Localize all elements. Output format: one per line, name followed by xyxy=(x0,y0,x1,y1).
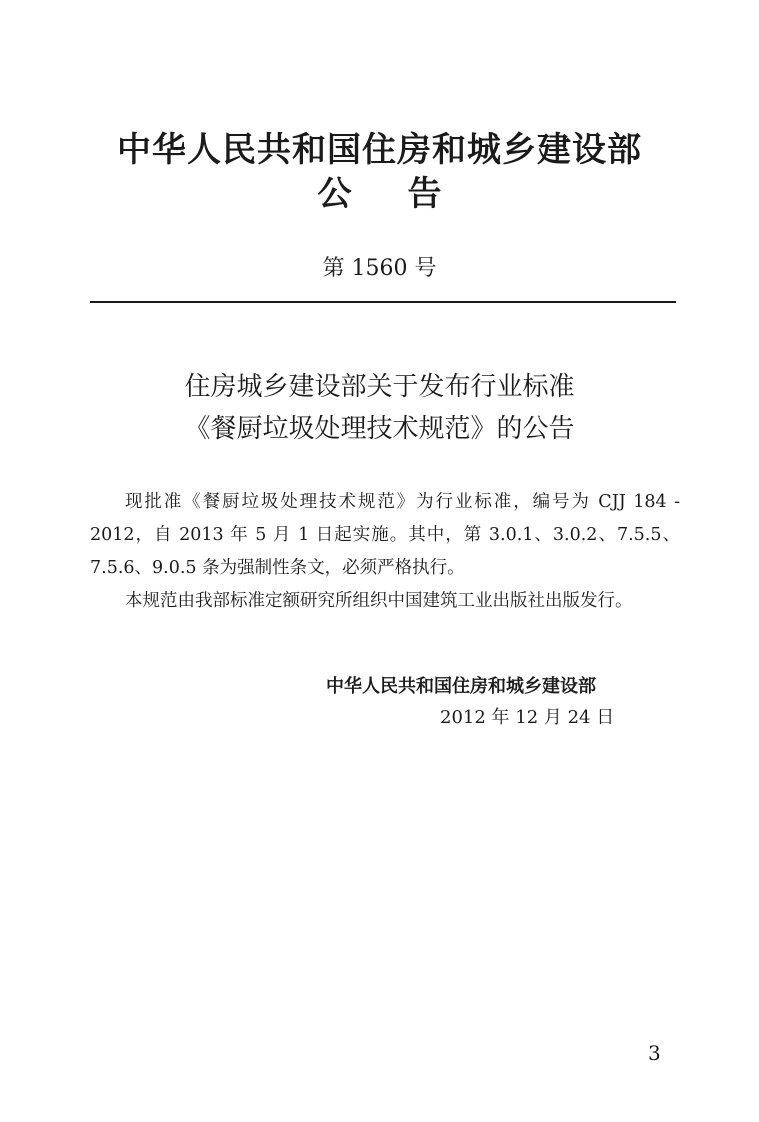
signature-date: 2012 年 12 月 24 日 xyxy=(440,707,615,728)
header-divider xyxy=(90,301,676,303)
signature-issuer: 中华人民共和国住房和城乡建设部 xyxy=(326,676,596,697)
issuer-title: 中华人民共和国住房和城乡建设部 xyxy=(117,130,642,170)
notice-heading: 公告 xyxy=(317,174,498,214)
subject-line-2: 《餐厨垃圾处理技术规范》的公告 xyxy=(184,414,575,444)
body-paragraph-1: 现批准《餐厨垃圾处理技术规范》为行业标准，编号为 CJJ 184 - 2012，自 2013 年 5 月 1 日起实施。其中，第 3.0.1、3.0.2、7.5.5、7.5.6、9.0.5 条为强制性条文，必须严格执行。 xyxy=(90,492,680,578)
page-number: 3 xyxy=(648,1041,661,1065)
subject-line-1: 住房城乡建设部关于发布行业标准 xyxy=(184,372,575,402)
announcement-body xyxy=(90,486,680,618)
announcement-number: 第 1560 号 xyxy=(322,256,437,281)
announcement-subject xyxy=(0,366,759,450)
body-paragraph-2: 本规范由我部标准定额研究所组织中国建筑工业出版社出版发行。 xyxy=(125,591,633,611)
